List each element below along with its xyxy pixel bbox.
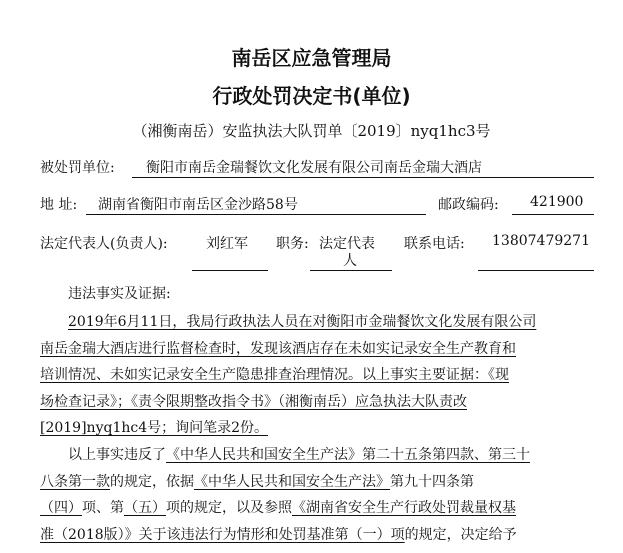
postcode-value: 421900 <box>530 194 584 210</box>
address-value: 湖南省衡阳市南岳区金沙路58号 <box>98 197 298 213</box>
violation-line <box>40 522 588 549</box>
phone-label: 联系电话: <box>404 236 465 252</box>
violation-line <box>40 442 588 469</box>
position-label: 职务: <box>276 236 309 252</box>
legal-representative-value: 刘红军 <box>206 236 248 252</box>
penalized-entity-value: 衡阳市南岳金瑞餐饮文化发展有限公司南岳金瑞大酒店 <box>146 160 482 176</box>
facts-line: [2019]nyq1hc4号；询问笔录2份。 <box>40 420 269 437</box>
reference-standard-cont: 准（2018版）》关于该违法行为情形和处罚基准第（一）项 <box>40 526 405 543</box>
postcode-underline <box>512 214 594 215</box>
violation-line <box>40 469 588 496</box>
phone-underline <box>478 270 594 271</box>
violated-law-cont: 八条第一款 <box>40 473 110 490</box>
item-four: （四） <box>40 500 82 517</box>
violation-text: 的规定，决定给予 <box>404 526 517 543</box>
position-value-line2: 人 <box>343 253 357 269</box>
violation-mid: 的规定，依据 <box>110 473 194 490</box>
facts-line: 南岳金瑞大酒店进行监督检查时，发现该酒店存在未如实记录安全生产教育和 <box>40 340 516 357</box>
violated-law: 《中华人民共和国安全生产法》第二十五条第四款、第三十 <box>166 447 530 463</box>
document-number: （湘衡南岳）安监执法大队罚单〔2019〕nyq1hc3号 <box>132 122 491 140</box>
item-five: （五） <box>124 500 166 517</box>
document-title: 行政处罚决定书(单位) <box>212 84 411 108</box>
penalized-entity-label: 被处罚单位: <box>40 160 115 176</box>
legal-representative-label: 法定代表人(负责人): <box>40 236 168 252</box>
violation-tail: 第九十四条第 <box>390 473 474 490</box>
address-underline <box>86 214 426 215</box>
facts-heading: 违法事实及证据: <box>68 286 171 302</box>
violation-text: 项的规定，以及参照 <box>166 500 292 517</box>
position-value-line1: 法定代表 <box>319 236 375 252</box>
violation-text: 项、第 <box>82 500 124 517</box>
penalized-entity-underline <box>132 177 594 178</box>
facts-line: 2019年6月11日，我局行政执法人员在对衡阳市金瑞餐饮文化发展有限公司 <box>68 314 537 330</box>
legal-representative-underline <box>192 270 268 271</box>
position-underline <box>310 270 392 271</box>
reference-standard: 《湖南省安全生产行政处罚裁量权基 <box>292 500 516 517</box>
address-label: 地 址: <box>40 197 78 213</box>
facts-line: 场检查记录》；《责令限期整改指令书》（湘衡南岳）应急执法大队责改 <box>40 393 467 410</box>
violation-line <box>40 495 588 522</box>
violation-paragraph <box>40 442 588 548</box>
postcode-label: 邮政编码: <box>438 197 499 213</box>
basis-law: 《中华人民共和国安全生产法》 <box>194 473 390 490</box>
agency-title: 南岳区应急管理局 <box>231 46 392 70</box>
violation-prefix: 以上事实违反了 <box>68 447 166 463</box>
phone-value: 13807479271 <box>492 233 590 249</box>
facts-line: 培训情况、未如实记录安全生产隐患排查治理情况。以上事实主要证据：《现 <box>40 367 509 384</box>
facts-paragraph <box>40 309 588 442</box>
